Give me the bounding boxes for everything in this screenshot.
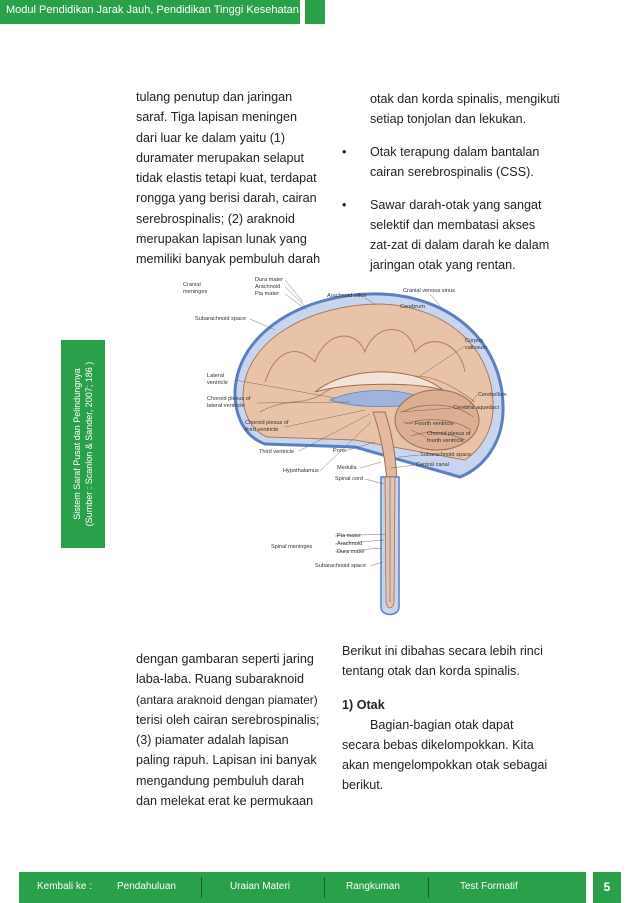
- footer-nav-bar: [19, 872, 586, 903]
- paragraph-line: akan mengelompokkan otak sebagai: [342, 758, 548, 772]
- figure-label: Spinal meninges: [271, 544, 313, 550]
- section-heading: 1) Otak: [342, 698, 385, 712]
- figure-label: Arachnoid: [255, 284, 281, 290]
- paragraph-line: paling rapuh. Lapisan ini banyak: [136, 753, 317, 768]
- figure-label: Pia mater: [255, 291, 279, 297]
- footer-divider: [428, 877, 429, 898]
- figure-label: Medulla: [337, 465, 357, 471]
- caption-title: Sistem Saraf Pusat dan Pelindungnya: [72, 368, 82, 520]
- paragraph-line: secara bebas dikelompokkan. Kita: [342, 738, 534, 752]
- figure-caption: [71, 341, 95, 547]
- figure-label: lateral ventricle: [207, 403, 245, 409]
- paragraph-line: cairan serebrospinalis (CSS).: [370, 165, 534, 179]
- text-column-top-right: [339, 89, 562, 288]
- figure-label: Spinal cord: [335, 476, 363, 482]
- figure-label: Cranial: [183, 282, 201, 288]
- figure-label: Subarachnoid space: [315, 563, 367, 569]
- figure-label: Third ventricle: [259, 449, 295, 455]
- figure-label: Choroid plexus of: [427, 431, 471, 437]
- bullet-item: [339, 142, 562, 182]
- paragraph-line: jaringan otak yang rentan.: [370, 258, 516, 272]
- figure-label: Hypothalamus: [283, 468, 319, 474]
- bullet-icon: •: [342, 198, 347, 212]
- figure-label: Subarachnoid space: [195, 316, 247, 322]
- figure-label: Fourth ventricle: [415, 421, 454, 427]
- figure-label: Corpus: [465, 338, 484, 344]
- text-column-top-left: [136, 87, 326, 270]
- header-title: Modul Pendidikan Jarak Jauh, Pendidikan Tinggi Kesehatan: [6, 4, 299, 16]
- figure-label: Lateral: [207, 373, 225, 379]
- paragraph-line: zat-zat di dalam darah ke dalam: [370, 238, 550, 252]
- page-number: 5: [603, 880, 611, 894]
- paragraph-line: duramater merupakan selaput: [136, 150, 305, 165]
- header-accent-block: [305, 0, 325, 24]
- figure-label: Dura mater: [337, 549, 365, 555]
- figure-label: callosum: [465, 345, 488, 351]
- brain-diagram: [175, 272, 540, 630]
- footer-link-pendahuluan[interactable]: Pendahuluan: [117, 881, 176, 892]
- footer-link-rangkuman[interactable]: Rangkuman: [346, 881, 400, 892]
- paragraph-line: tidak elastis tetapi kuat, terdapat: [136, 171, 317, 186]
- paragraph-line: tulang penutup dan jaringan: [136, 90, 293, 104]
- bullet-icon: •: [342, 145, 347, 159]
- paragraph-line: mengandung pembuluh darah: [136, 773, 305, 788]
- page-number-box: [593, 872, 621, 903]
- brain-meninges-figure: [175, 272, 540, 630]
- figure-label: meninges: [183, 289, 208, 295]
- paragraph-line: saraf. Tiga lapisan meningen: [136, 110, 298, 125]
- figure-label: Central canal: [416, 462, 449, 468]
- paragraph-line: terisi oleh cairan serebrospinalis;: [136, 712, 320, 727]
- figure-label: Dura mater: [255, 277, 283, 283]
- paragraph-line: rongga yang berisi darah, cairan: [136, 191, 317, 206]
- figure-label: Subarachnoid space: [420, 452, 472, 458]
- continuation-text: [339, 89, 562, 129]
- text-column-bottom-left: [136, 649, 326, 811]
- figure-label: Cerebral aqueduct: [453, 405, 500, 411]
- figure-label: Cerebrum: [400, 304, 425, 310]
- figure-label: Arachnoid: [337, 541, 363, 547]
- footer-divider: [324, 877, 325, 898]
- paragraph-line: serebrospinalis; (2) araknoid: [136, 211, 295, 226]
- figure-label: Choroid plexus of: [207, 396, 251, 402]
- paragraph-line: (3) piamater adalah lapisan: [136, 733, 289, 748]
- paragraph-line: selektif dan membatasi akses: [370, 218, 536, 232]
- figure-label: third ventricle: [245, 427, 279, 433]
- page-footer: [0, 872, 638, 903]
- bullet-item: [339, 195, 562, 275]
- paragraph-line: dengan gambaran seperti jaring: [136, 652, 314, 666]
- paragraph-line: otak dan korda spinalis, mengikuti: [370, 92, 560, 106]
- figure-caption-sidebar: [61, 340, 105, 548]
- paragraph-line: memiliki banyak pembuluh darah: [136, 252, 321, 267]
- paragraph-line: (antara araknoid dengan piamater): [136, 692, 318, 707]
- figure-label: Cerebellum: [478, 392, 507, 398]
- footer-divider: [201, 877, 202, 898]
- page-header: [0, 0, 300, 24]
- footer-link-test-formatif[interactable]: Test Formatif: [460, 881, 518, 892]
- footer-back-label: Kembali ke :: [37, 881, 93, 892]
- caption-source: (Sumber : Scanlon & Sander, 2007; 186 ): [84, 361, 94, 527]
- paragraph-line: merupakan lapisan lunak yang: [136, 232, 307, 247]
- figure-label: Pons: [333, 448, 346, 454]
- figure-label: fourth ventricle: [427, 438, 464, 444]
- paragraph-line: dari luar ke dalam yaitu (1): [136, 130, 286, 145]
- figure-label: Cranial venous sinus: [403, 288, 455, 294]
- paragraph-line: Bagian-bagian otak dapat: [370, 718, 514, 732]
- footer-link-uraian-materi[interactable]: Uraian Materi: [230, 881, 291, 892]
- figure-label: Choroid plexus of: [245, 420, 289, 426]
- paragraph-line: setiap tonjolan dan lekukan.: [370, 112, 527, 126]
- paragraph-line: Sawar darah-otak yang sangat: [370, 198, 542, 212]
- figure-label: Pia mater: [337, 533, 361, 539]
- paragraph-line: tentang otak dan korda spinalis.: [342, 664, 520, 678]
- text-column-bottom-right: [342, 641, 562, 795]
- figure-label: ventricle: [207, 380, 228, 386]
- paragraph-line: berikut.: [342, 778, 384, 792]
- paragraph-line: Berikut ini dibahas secara lebih rinci: [342, 644, 543, 658]
- paragraph-line: Otak terapung dalam bantalan: [370, 145, 540, 159]
- paragraph-line: laba-laba. Ruang subaraknoid: [136, 672, 305, 687]
- figure-label: Arachnoid villus: [327, 293, 367, 299]
- paragraph-line: dan melekat erat ke permukaan: [136, 794, 314, 809]
